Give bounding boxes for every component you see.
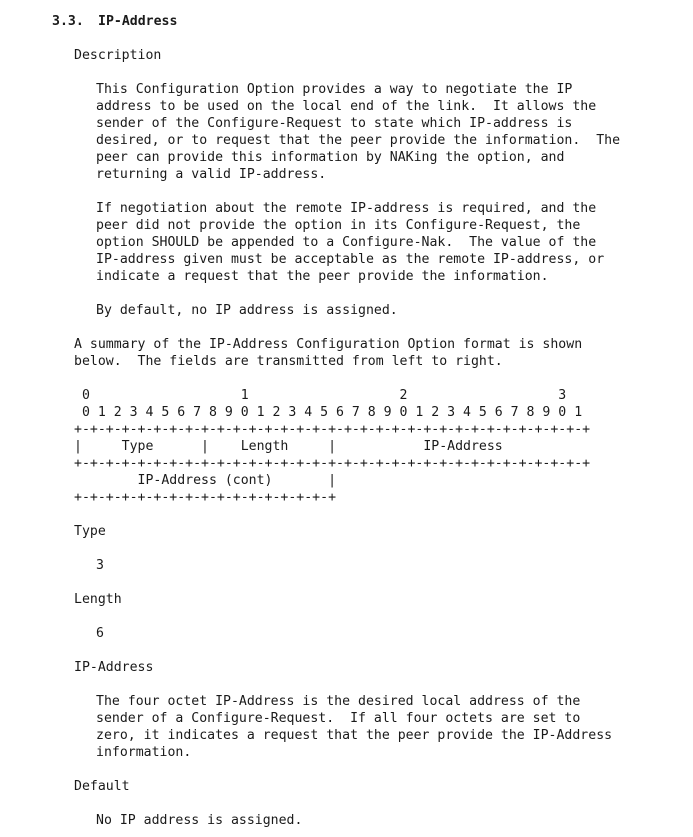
diagram-fields-row: | Type | Length | IP-Address	[74, 439, 503, 454]
bit-number-tens-row: 0 1 2 3	[74, 388, 567, 403]
length-value: 6	[96, 626, 104, 641]
text-line: address to be used on the local end of the link. It allows the	[96, 99, 597, 114]
text-line: The four octet IP-Address is the desired local address of the	[96, 694, 581, 709]
section-title: IP-Address	[98, 14, 178, 29]
text-line: information.	[96, 745, 192, 760]
text-line: A summary of the IP-Address Configuration Option format is shown	[74, 337, 583, 352]
text-line: zero, it indicates a request that the peer provide the IP-Address	[96, 728, 613, 743]
bit-number-ones-row: 0 1 2 3 4 5 6 7 8 9 0 1 2 3 4 5 6 7 8 9 0 1 2 3 4 5 6 7 8 9 0 1	[74, 405, 583, 420]
diagram-border-row: +-+-+-+-+-+-+-+-+-+-+-+-+-+-+-+-+	[74, 490, 337, 505]
type-label: Type	[74, 524, 106, 539]
description-label: Description	[74, 48, 162, 63]
default-text: No IP address is assigned.	[96, 813, 303, 828]
text-line: IP-address given must be acceptable as the remote IP-address, or	[96, 252, 605, 267]
length-label: Length	[74, 592, 122, 607]
text-line: below. The fields are transmitted from left to right.	[74, 354, 503, 369]
text-line: desired, or to request that the peer provide the information. The	[96, 133, 621, 148]
text-line: option SHOULD be appended to a Configure-Nak. The value of the	[96, 235, 597, 250]
type-value: 3	[96, 558, 104, 573]
text-line: returning a valid IP-address.	[96, 167, 327, 182]
text-line: sender of the Configure-Request to state which IP-address is	[96, 116, 573, 131]
text-line: This Configuration Option provides a way to negotiate the IP	[96, 82, 573, 97]
diagram-border-row: +-+-+-+-+-+-+-+-+-+-+-+-+-+-+-+-+-+-+-+-+-+-+-+-+-+-+-+-+-+-+-+-+	[74, 422, 591, 437]
text-line: peer can provide this information by NAKing the option, and	[96, 150, 565, 165]
diagram-fields-row: IP-Address (cont) |	[74, 473, 337, 488]
text-line: indicate a request that the peer provide the information.	[96, 269, 549, 284]
text-line: sender of a Configure-Request. If all four octets are set to	[96, 711, 581, 726]
section-number: 3.3.	[52, 14, 84, 29]
text-line: If negotiation about the remote IP-address is required, and the	[96, 201, 597, 216]
diagram-border-row: +-+-+-+-+-+-+-+-+-+-+-+-+-+-+-+-+-+-+-+-+-+-+-+-+-+-+-+-+-+-+-+-+	[74, 456, 591, 471]
default-label: Default	[74, 779, 130, 794]
text-line: By default, no IP address is assigned.	[96, 303, 398, 318]
ip-address-label: IP-Address	[74, 660, 154, 675]
text-line: peer did not provide the option in its Configure-Request, the	[96, 218, 581, 233]
